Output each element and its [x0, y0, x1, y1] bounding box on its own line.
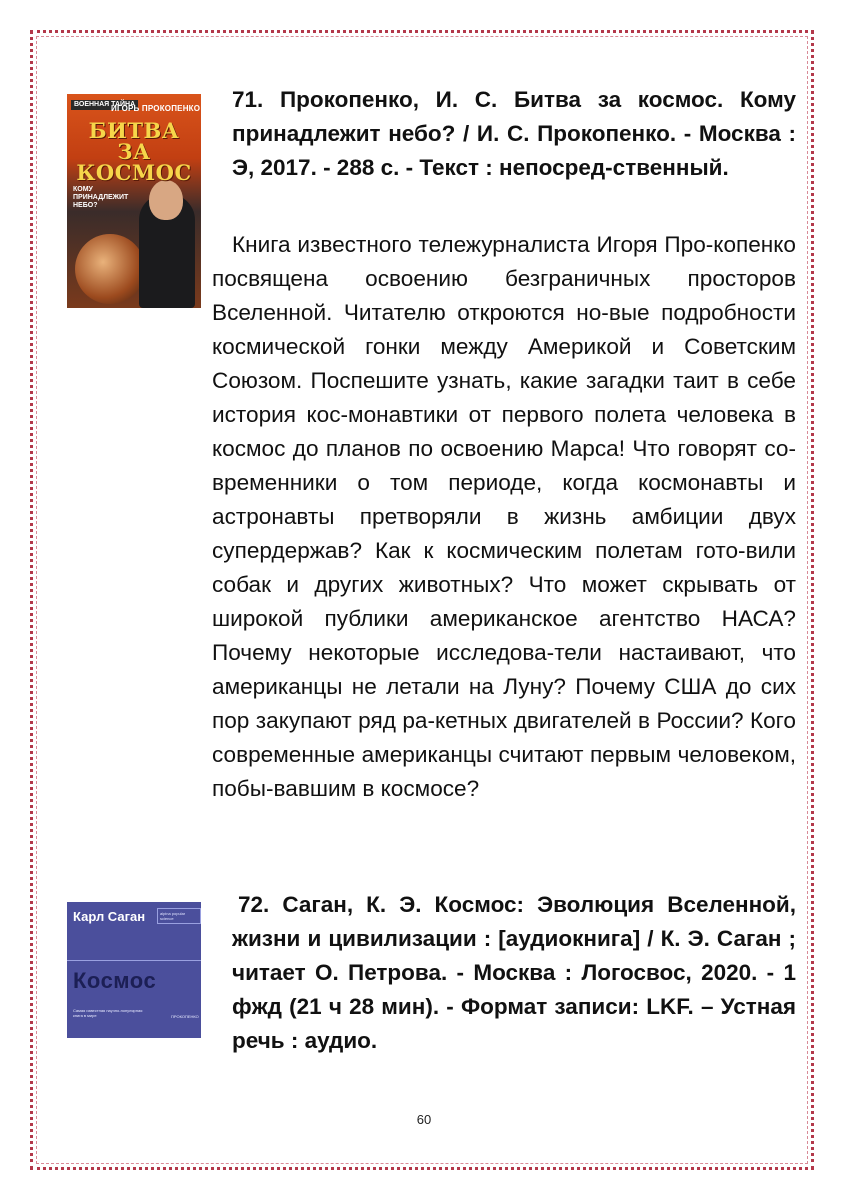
book-cover-bitva-za-kosmos	[67, 94, 201, 308]
cover-author-name: Карл Саган	[73, 909, 146, 924]
cover-author-photo-head	[149, 180, 183, 220]
entry-71-heading: 71. Прокопенко, И. С. Битва за космос. Кому принадлежит небо? / И. С. Прокопенко. - Москва : Э, 2017. - 288 с. - Текст : непосред-ственный.	[232, 87, 796, 180]
cover-title: Космос	[73, 968, 157, 993]
entry-71-description: Книга известного тележурналиста Игоря Про-копенко посвящена освоению безграничных просторов Вселенной. Читателю откроются но-вые подробности космической гонки между Америкой и Советским Союзом. Поспешите узнать, какие загадки таит в себе история кос-монавтики от первого полета человека в космос до планов по освоению Марса! Что говорят со-временники о том периоде, когда космонавты и астронавты претворяли в жизнь амбиции двух супердержав? Как к космическим полетам гото-вили собак и других животных? Что может скрывать от широкой публики американское агентство НАСА? Почему некоторые исследова-тели настаивают, что американцы не летали на Луну? Почему США до сих пор закупают ряд ра-кетных двигателей в России? Кого современные американцы считают первым человеком, побы-вавшим в космосе?	[212, 232, 796, 801]
cover-title: БИТВА ЗА КОСМОС	[76, 118, 192, 185]
cover-divider	[67, 960, 201, 961]
cover-publisher: ПРОКОПЕНКО	[171, 1014, 199, 1019]
cover-subtitle: КОМУ ПРИНАДЛЕЖИТ НЕБО?	[73, 186, 129, 209]
cover-description: Самая известная научно-популярная книга в мире	[73, 1008, 143, 1018]
book-cover-kosmos	[67, 902, 201, 1038]
cover-author-name: ИГОРЬ ПРОКОПЕНКО	[111, 104, 201, 113]
cover-planet-image	[75, 234, 145, 304]
cover-series-label: ВОЕННАЯ ТАЙНА	[71, 100, 138, 110]
page-number: 60	[416, 1112, 432, 1127]
cover-series-tag: alpina popular science	[157, 908, 201, 924]
entry-72-heading: 72. Саган, К. Э. Космос: Эволюция Вселенной, жизни и цивилизации : [аудиокнига] / К. Э. Саган ; читает О. Петрова. - Москва : Логосвос, 2020. - 1 фжд (21 ч 28 мин). - Формат записи: LKF. – Устная речь : аудио.	[232, 892, 796, 1053]
